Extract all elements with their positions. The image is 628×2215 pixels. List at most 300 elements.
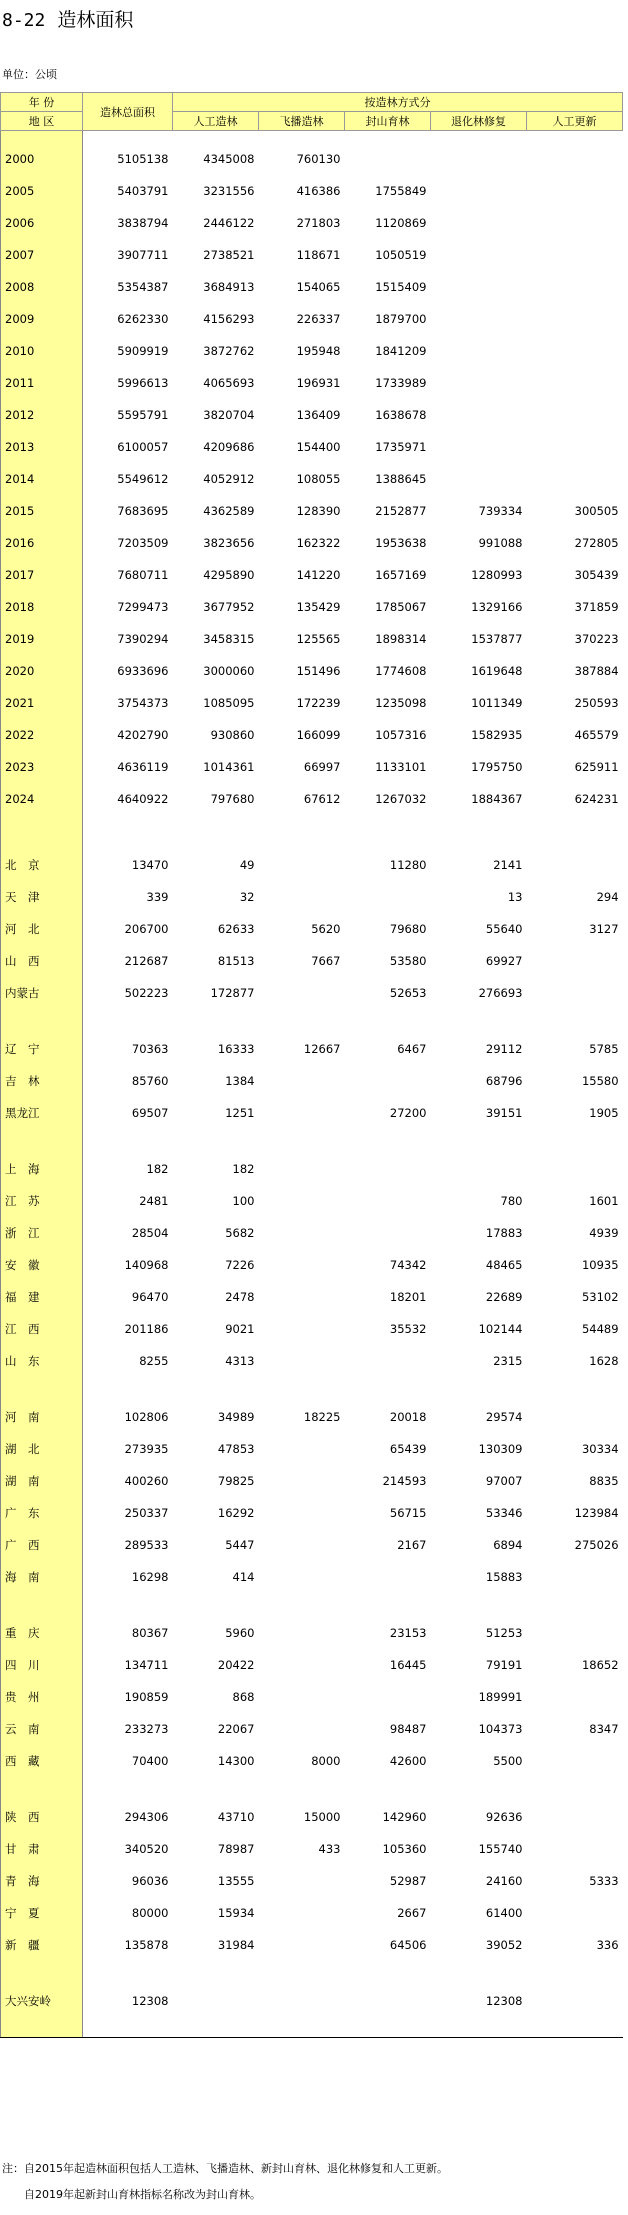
value-cell: 3000060: [203, 664, 255, 678]
region-row: [1, 1529, 623, 1561]
value-cell: 69507: [131, 1106, 169, 1120]
value-cell: 31984: [217, 1938, 255, 1952]
row-label: 重 庆: [1, 1617, 83, 1649]
value-cell: 24160: [485, 1874, 523, 1888]
value-cell: [259, 1345, 345, 1377]
value-cell: 1582935: [471, 728, 523, 742]
row-label: 2005: [1, 175, 83, 207]
row-label: 2018: [1, 591, 83, 623]
value-cell: 52987: [389, 1874, 427, 1888]
value-cell: [527, 335, 623, 367]
region-row: [1, 945, 623, 977]
value-cell: 340520: [124, 1842, 169, 1856]
value-cell: [431, 143, 527, 175]
row-label: 2008: [1, 271, 83, 303]
value-cell: 17883: [485, 1226, 523, 1240]
region-row: [1, 849, 623, 881]
value-cell: 142960: [382, 1810, 427, 1824]
row-label: 2009: [1, 303, 83, 335]
value-cell: 305439: [574, 568, 619, 582]
value-cell: [345, 143, 431, 175]
value-cell: 3823656: [203, 536, 255, 550]
value-cell: 1953638: [375, 536, 427, 550]
value-cell: 1795750: [471, 760, 523, 774]
value-cell: 96036: [131, 1874, 169, 1888]
value-cell: 5996613: [117, 376, 169, 390]
value-cell: 162322: [296, 536, 341, 550]
region-row: [1, 1033, 623, 1065]
value-cell: 16445: [389, 1658, 427, 1672]
region-row: [1, 1497, 623, 1529]
value-cell: 42600: [389, 1754, 427, 1768]
value-cell: 49: [239, 858, 255, 872]
year-row: [1, 431, 623, 463]
afforestation-table: [0, 92, 623, 2038]
value-cell: 1329166: [471, 600, 523, 614]
value-cell: 98487: [389, 1722, 427, 1736]
value-cell: 3907711: [117, 248, 169, 262]
row-label: 2010: [1, 335, 83, 367]
value-cell: 1638678: [375, 408, 427, 422]
value-cell: 250593: [574, 696, 619, 710]
value-cell: 15000: [303, 1810, 341, 1824]
spacer-row: [1, 1129, 623, 1153]
value-cell: [527, 1833, 623, 1865]
region-row: [1, 1649, 623, 1681]
region-row: [1, 1561, 623, 1593]
value-cell: 5620: [311, 922, 341, 936]
year-row: [1, 751, 623, 783]
value-cell: 80367: [131, 1626, 169, 1640]
row-label: 甘 肃: [1, 1833, 83, 1865]
value-cell: [259, 1185, 345, 1217]
value-cell: 5682: [225, 1226, 255, 1240]
value-cell: [259, 1281, 345, 1313]
value-cell: 108055: [296, 472, 341, 486]
row-label: 2012: [1, 399, 83, 431]
row-label: 2014: [1, 463, 83, 495]
value-cell: 18225: [303, 1410, 341, 1424]
value-cell: 79825: [217, 1474, 255, 1488]
value-cell: 195948: [296, 344, 341, 358]
row-label: 辽 宁: [1, 1033, 83, 1065]
value-cell: [431, 335, 527, 367]
row-label: 2023: [1, 751, 83, 783]
value-cell: 5500: [493, 1754, 523, 1768]
region-row: [1, 977, 623, 1009]
value-cell: [345, 1153, 431, 1185]
value-cell: 1601: [589, 1194, 619, 1208]
value-cell: 1619648: [471, 664, 523, 678]
value-cell: [527, 1401, 623, 1433]
value-cell: 18652: [581, 1658, 619, 1672]
value-cell: [527, 1985, 623, 2017]
value-cell: [345, 1681, 431, 1713]
value-cell: 370223: [574, 632, 619, 646]
value-cell: 5403791: [117, 184, 169, 198]
value-cell: 4313: [225, 1354, 255, 1368]
value-cell: [259, 1681, 345, 1713]
region-row: [1, 1401, 623, 1433]
value-cell: 1879700: [375, 312, 427, 326]
value-cell: 96470: [131, 1290, 169, 1304]
value-cell: 74342: [389, 1258, 427, 1272]
value-cell: 34989: [217, 1410, 255, 1424]
value-cell: [527, 175, 623, 207]
value-cell: [259, 1433, 345, 1465]
table-header: [1, 93, 623, 131]
value-cell: 53580: [389, 954, 427, 968]
value-cell: 465579: [574, 728, 619, 742]
value-cell: 868: [232, 1690, 255, 1704]
value-cell: 154400: [296, 440, 341, 454]
value-cell: 7680711: [117, 568, 169, 582]
value-cell: 1014361: [203, 760, 255, 774]
value-cell: 39151: [485, 1106, 523, 1120]
spacer-row: [1, 815, 623, 849]
value-cell: 991088: [478, 536, 523, 550]
spacer-row: [1, 1777, 623, 1801]
value-cell: 336: [596, 1938, 619, 1952]
value-cell: [527, 1897, 623, 1929]
value-cell: 29574: [485, 1410, 523, 1424]
spacer-row: [1, 1593, 623, 1617]
value-cell: 273935: [124, 1442, 169, 1456]
value-cell: 79191: [485, 1658, 523, 1672]
value-cell: 5354387: [117, 280, 169, 294]
value-cell: 1120869: [375, 216, 427, 230]
row-label: 2011: [1, 367, 83, 399]
row-label: 天 津: [1, 881, 83, 913]
value-cell: [527, 1681, 623, 1713]
row-label: 广 东: [1, 1497, 83, 1529]
row-label: 云 南: [1, 1713, 83, 1745]
value-cell: 416386: [296, 184, 341, 198]
value-cell: 39052: [485, 1938, 523, 1952]
region-row: [1, 1153, 623, 1185]
value-cell: 6894: [493, 1538, 523, 1552]
row-label: 2016: [1, 527, 83, 559]
value-cell: 61400: [485, 1906, 523, 1920]
value-cell: 272805: [574, 536, 619, 550]
footnote: 注：自2015年起造林面积包括人工造林、飞播造林、新封山育林、退化林修复和人工更新。: [2, 2162, 448, 2175]
region-row: [1, 1097, 623, 1129]
value-cell: 32: [239, 890, 255, 904]
year-row: [1, 303, 623, 335]
value-cell: 68796: [485, 1074, 523, 1088]
value-cell: 3872762: [203, 344, 255, 358]
value-cell: [527, 1617, 623, 1649]
region-row: [1, 1681, 623, 1713]
value-cell: 7683695: [117, 504, 169, 518]
value-cell: 8347: [589, 1722, 619, 1736]
value-cell: 1267032: [375, 792, 427, 806]
value-cell: 22689: [485, 1290, 523, 1304]
value-cell: [345, 1985, 431, 2017]
year-row: [1, 527, 623, 559]
value-cell: 5333: [589, 1874, 619, 1888]
value-cell: 2167: [397, 1538, 427, 1552]
value-cell: 930860: [210, 728, 255, 742]
value-cell: 1011349: [471, 696, 523, 710]
value-cell: 12308: [485, 1994, 523, 2008]
region-row: [1, 1929, 623, 1961]
method-group-header: 按造林方式分: [173, 93, 623, 112]
value-cell: 155740: [478, 1842, 523, 1856]
region-row: [1, 1985, 623, 2017]
value-cell: [431, 271, 527, 303]
row-label: 江 西: [1, 1313, 83, 1345]
value-cell: [259, 1985, 345, 2017]
value-cell: 2481: [139, 1194, 169, 1208]
value-cell: [259, 849, 345, 881]
value-cell: [259, 1249, 345, 1281]
value-cell: 4640922: [117, 792, 169, 806]
value-cell: 4345008: [203, 152, 255, 166]
value-cell: [527, 207, 623, 239]
value-cell: [431, 207, 527, 239]
value-cell: 70400: [131, 1754, 169, 1768]
region-row: [1, 1465, 623, 1497]
value-cell: 154065: [296, 280, 341, 294]
value-cell: [527, 399, 623, 431]
value-cell: 3458315: [203, 632, 255, 646]
spacer-row: [1, 2017, 623, 2038]
row-label: 贵 州: [1, 1681, 83, 1713]
value-cell: 5549612: [117, 472, 169, 486]
value-cell: 7299473: [117, 600, 169, 614]
value-cell: 1085095: [203, 696, 255, 710]
value-cell: 125565: [296, 632, 341, 646]
region-row: [1, 1217, 623, 1249]
table-number: 8-22: [2, 10, 46, 31]
value-cell: 1905: [589, 1106, 619, 1120]
table-body: [1, 131, 623, 2038]
row-label: 福 建: [1, 1281, 83, 1313]
value-cell: [345, 1217, 431, 1249]
value-cell: 128390: [296, 504, 341, 518]
spacer-row: [1, 131, 623, 144]
value-cell: 433: [318, 1842, 341, 1856]
value-cell: 7226: [225, 1258, 255, 1272]
year-row: [1, 239, 623, 271]
value-cell: 3838794: [117, 216, 169, 230]
region-row: [1, 1345, 623, 1377]
value-cell: 1235098: [375, 696, 427, 710]
value-cell: 18201: [389, 1290, 427, 1304]
row-label: 浙 江: [1, 1217, 83, 1249]
value-cell: 8000: [311, 1754, 341, 1768]
value-cell: [527, 1561, 623, 1593]
row-label: 宁 夏: [1, 1897, 83, 1929]
year-row: [1, 175, 623, 207]
value-cell: [431, 303, 527, 335]
value-cell: 100: [232, 1194, 255, 1208]
region-row: [1, 1713, 623, 1745]
page-title: [2, 4, 133, 36]
value-cell: [431, 175, 527, 207]
value-cell: [527, 367, 623, 399]
value-cell: 4156293: [203, 312, 255, 326]
value-cell: [527, 271, 623, 303]
method-header: 人工更新: [527, 112, 623, 131]
year-row: [1, 623, 623, 655]
row-label: 北 京: [1, 849, 83, 881]
value-cell: [259, 1217, 345, 1249]
value-cell: 1384: [225, 1074, 255, 1088]
row-label: 山 东: [1, 1345, 83, 1377]
value-cell: 300505: [574, 504, 619, 518]
row-label: 2019: [1, 623, 83, 655]
row-label: 2022: [1, 719, 83, 751]
row-label: 2020: [1, 655, 83, 687]
row-label: 陕 西: [1, 1801, 83, 1833]
value-cell: 294306: [124, 1810, 169, 1824]
spacer-row: [1, 1961, 623, 1985]
value-cell: 4295890: [203, 568, 255, 582]
value-cell: [527, 143, 623, 175]
value-cell: 1884367: [471, 792, 523, 806]
value-cell: [431, 367, 527, 399]
value-cell: 136409: [296, 408, 341, 422]
value-cell: 201186: [124, 1322, 169, 1336]
region-row: [1, 1833, 623, 1865]
year-row: [1, 463, 623, 495]
unit-label: 单位：公顷: [2, 68, 57, 81]
value-cell: 1515409: [375, 280, 427, 294]
value-cell: 3684913: [203, 280, 255, 294]
value-cell: [259, 1561, 345, 1593]
value-cell: 47853: [217, 1442, 255, 1456]
value-cell: 85760: [131, 1074, 169, 1088]
row-label: 2006: [1, 207, 83, 239]
value-cell: 135878: [124, 1938, 169, 1952]
year-row: [1, 271, 623, 303]
value-cell: 12667: [303, 1042, 341, 1056]
value-cell: 1050519: [375, 248, 427, 262]
value-cell: [527, 303, 623, 335]
spacer-row: [1, 1009, 623, 1033]
value-cell: 8255: [139, 1354, 169, 1368]
value-cell: 14300: [217, 1754, 255, 1768]
value-cell: 760130: [296, 152, 341, 166]
value-cell: 16298: [131, 1570, 169, 1584]
value-cell: 11280: [389, 858, 427, 872]
value-cell: 80000: [131, 1906, 169, 1920]
region-row: [1, 881, 623, 913]
value-cell: 233273: [124, 1722, 169, 1736]
value-cell: 13555: [217, 1874, 255, 1888]
value-cell: [345, 1185, 431, 1217]
value-cell: [259, 1713, 345, 1745]
year-row: [1, 367, 623, 399]
value-cell: [259, 1313, 345, 1345]
row-label: 安 徽: [1, 1249, 83, 1281]
value-cell: 1733989: [375, 376, 427, 390]
value-cell: 739334: [478, 504, 523, 518]
value-cell: [259, 1897, 345, 1929]
year-row: [1, 207, 623, 239]
footnote: 自2019年起新封山育林指标名称改为封山育林。: [2, 2188, 261, 2201]
row-label: 2007: [1, 239, 83, 271]
value-cell: 2141: [493, 858, 523, 872]
year-row: [1, 591, 623, 623]
row-label: 江 苏: [1, 1185, 83, 1217]
row-label: 2024: [1, 783, 83, 815]
value-cell: 271803: [296, 216, 341, 230]
value-cell: 54489: [581, 1322, 619, 1336]
value-cell: [431, 1153, 527, 1185]
value-cell: 28504: [131, 1226, 169, 1240]
row-label: 山 西: [1, 945, 83, 977]
value-cell: [259, 1465, 345, 1497]
value-cell: 6100057: [117, 440, 169, 454]
value-cell: 16292: [217, 1506, 255, 1520]
value-cell: 182: [232, 1162, 255, 1176]
value-cell: 3677952: [203, 600, 255, 614]
value-cell: 3127: [589, 922, 619, 936]
value-cell: 5960: [225, 1626, 255, 1640]
value-cell: [527, 849, 623, 881]
method-header: 人工造林: [173, 112, 259, 131]
value-cell: 13: [507, 890, 523, 904]
value-cell: 275026: [574, 1538, 619, 1552]
value-cell: 1841209: [375, 344, 427, 358]
value-cell: 8835: [589, 1474, 619, 1488]
region-row: [1, 1433, 623, 1465]
year-row: [1, 655, 623, 687]
value-cell: 4636119: [117, 760, 169, 774]
value-cell: [431, 463, 527, 495]
value-cell: [527, 977, 623, 1009]
value-cell: 780: [500, 1194, 523, 1208]
value-cell: 92636: [485, 1810, 523, 1824]
value-cell: 55640: [485, 922, 523, 936]
value-cell: [259, 1929, 345, 1961]
value-cell: [527, 239, 623, 271]
value-cell: 1537877: [471, 632, 523, 646]
value-cell: 70363: [131, 1042, 169, 1056]
value-cell: 69927: [485, 954, 523, 968]
value-cell: 102144: [478, 1322, 523, 1336]
value-cell: 30334: [581, 1442, 619, 1456]
value-cell: 3231556: [203, 184, 255, 198]
row-label: 内蒙古: [1, 977, 83, 1009]
value-cell: [527, 945, 623, 977]
year-row: [1, 687, 623, 719]
value-cell: 6262330: [117, 312, 169, 326]
value-cell: 6467: [397, 1042, 427, 1056]
value-cell: [259, 1529, 345, 1561]
row-label: 吉 林: [1, 1065, 83, 1097]
value-cell: [259, 1617, 345, 1649]
value-cell: 13470: [131, 858, 169, 872]
value-cell: 166099: [296, 728, 341, 742]
value-cell: 206700: [124, 922, 169, 936]
spacer-row: [1, 1377, 623, 1401]
value-cell: 2667: [397, 1906, 427, 1920]
value-cell: 12308: [131, 1994, 169, 2008]
row-label: 湖 南: [1, 1465, 83, 1497]
value-cell: 2315: [493, 1354, 523, 1368]
value-cell: 1133101: [375, 760, 427, 774]
value-cell: 172239: [296, 696, 341, 710]
value-cell: 48465: [485, 1258, 523, 1272]
value-cell: [173, 1985, 259, 2017]
row-label: 河 南: [1, 1401, 83, 1433]
value-cell: [259, 1649, 345, 1681]
value-cell: 2738521: [203, 248, 255, 262]
